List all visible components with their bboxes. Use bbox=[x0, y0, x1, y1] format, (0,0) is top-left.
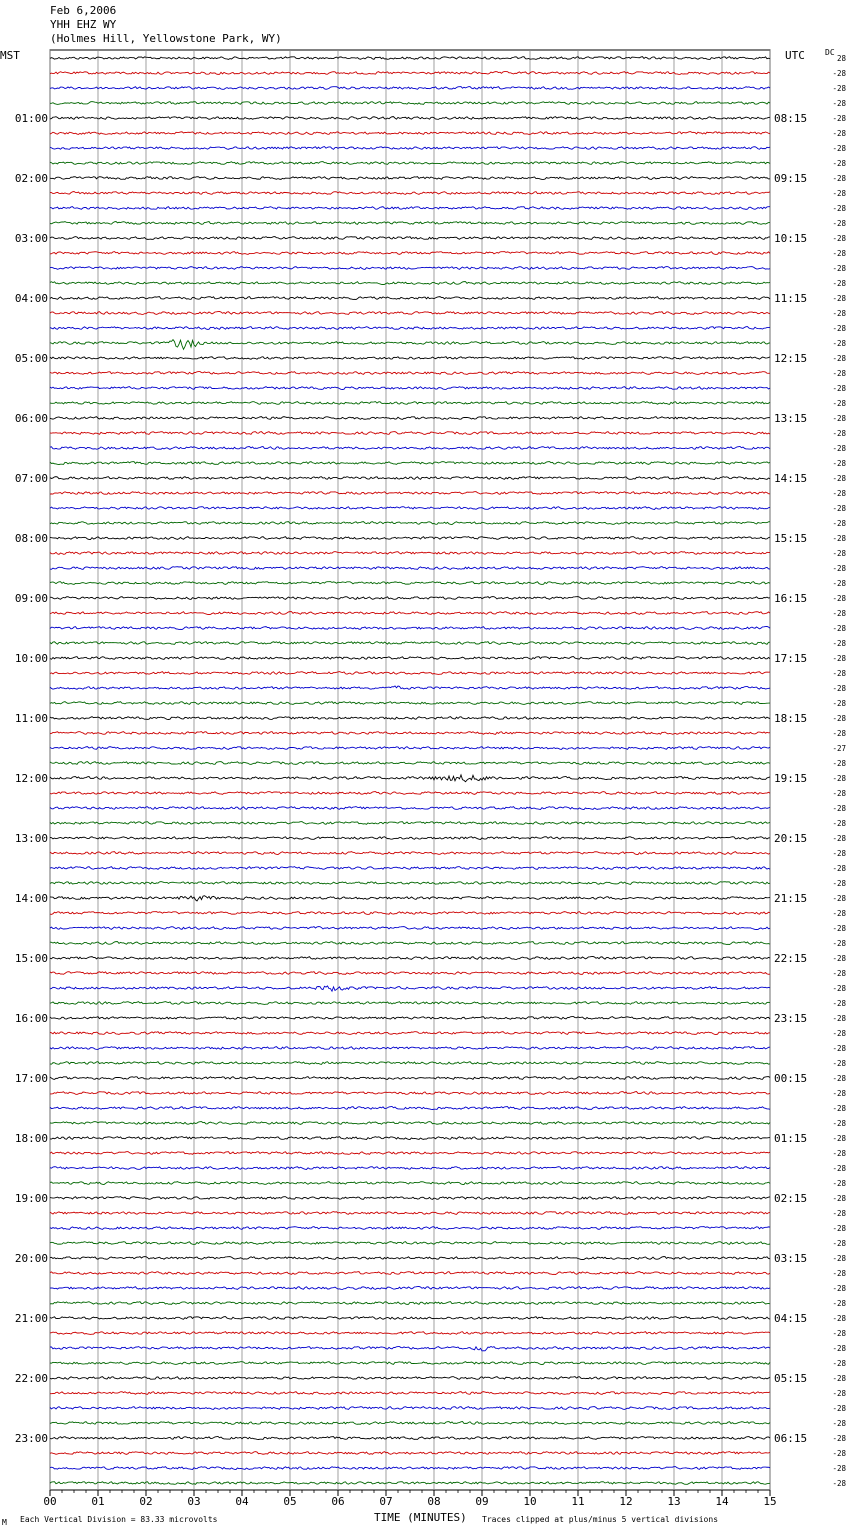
utc-hour-label: 13:15 bbox=[774, 412, 808, 425]
trace-line bbox=[50, 1062, 770, 1065]
dc-offset-label: -28 bbox=[832, 1044, 846, 1053]
dc-offset-label: -28 bbox=[832, 1164, 846, 1173]
dc-offset-label: -28 bbox=[832, 204, 846, 213]
trace-line bbox=[50, 642, 770, 645]
x-tick-label: 04 bbox=[235, 1495, 249, 1508]
trace-line bbox=[50, 762, 770, 765]
trace-line bbox=[50, 102, 770, 105]
trace-line bbox=[50, 1422, 770, 1425]
utc-hour-label: 10:15 bbox=[774, 232, 808, 245]
trace-line bbox=[50, 582, 770, 585]
dc-offset-label: -28 bbox=[832, 564, 846, 573]
dc-offset-label: -28 bbox=[832, 1434, 846, 1443]
utc-hour-label: 14:15 bbox=[774, 472, 808, 485]
dc-offset-label: -28 bbox=[832, 1449, 846, 1458]
trace-line bbox=[50, 1257, 770, 1260]
utc-hour-label: 11:15 bbox=[774, 292, 808, 305]
trace-line bbox=[50, 686, 770, 689]
trace-line bbox=[50, 852, 770, 855]
trace-line bbox=[50, 477, 770, 480]
x-tick-label: 02 bbox=[139, 1495, 153, 1508]
trace-line bbox=[50, 1272, 770, 1275]
dc-offset-label: -28 bbox=[832, 924, 846, 933]
plot-frame bbox=[50, 50, 770, 1490]
dc-offset-label: -28 bbox=[832, 1194, 846, 1203]
trace-line bbox=[50, 732, 770, 735]
dc-offset-label: -28 bbox=[832, 1089, 846, 1098]
dc-offset-label: -28 bbox=[832, 489, 846, 498]
trace-line bbox=[50, 702, 770, 705]
x-tick-label: 12 bbox=[619, 1495, 633, 1508]
dc-offset-label: -28 bbox=[832, 1389, 846, 1398]
trace-line bbox=[50, 252, 770, 255]
dc-offset-label: -28 bbox=[832, 474, 846, 483]
dc-offset-label: -28 bbox=[832, 1059, 846, 1068]
trace-line bbox=[50, 340, 770, 350]
trace-line bbox=[50, 1377, 770, 1380]
trace-line bbox=[50, 237, 770, 240]
dc-offset-label: -28 bbox=[832, 999, 846, 1008]
utc-hour-label: 04:15 bbox=[774, 1312, 808, 1325]
dc-offset-label: -28 bbox=[832, 879, 846, 888]
clip-note: Traces clipped at plus/minus 5 vertical divisions bbox=[482, 1515, 719, 1524]
mst-hour-label: 14:00 bbox=[14, 892, 48, 905]
trace-line bbox=[50, 717, 770, 720]
trace-line bbox=[50, 87, 770, 90]
dc-offset-label: -28 bbox=[832, 324, 846, 333]
utc-hour-label: 17:15 bbox=[774, 652, 808, 665]
trace-line bbox=[50, 775, 770, 782]
division-note: Each Vertical Division = 83.33 microvolts bbox=[20, 1515, 218, 1524]
dc-offset-label: -28 bbox=[832, 984, 846, 993]
seismic-traces bbox=[50, 57, 770, 1485]
dc-offset-label: -28 bbox=[832, 1254, 846, 1263]
dc-offset-label: -28 bbox=[832, 1104, 846, 1113]
trace-line bbox=[50, 177, 770, 180]
dc-offset-label: -28 bbox=[832, 399, 846, 408]
trace-line bbox=[50, 1317, 770, 1320]
dc-offset-label: -28 bbox=[832, 909, 846, 918]
dc-offset-label: -28 bbox=[832, 354, 846, 363]
trace-line bbox=[50, 132, 770, 135]
trace-line bbox=[50, 927, 770, 930]
mst-hour-label: 16:00 bbox=[14, 1012, 48, 1025]
dc-offset-label: -28 bbox=[832, 1374, 846, 1383]
x-tick-label: 01 bbox=[91, 1495, 105, 1508]
dc-offset-label: -28 bbox=[832, 669, 846, 678]
mst-hour-label: 17:00 bbox=[14, 1072, 48, 1085]
dc-offset-label: -28 bbox=[832, 1029, 846, 1038]
trace-line bbox=[50, 1077, 770, 1080]
utc-hour-label: 01:15 bbox=[774, 1132, 808, 1145]
dc-offset-label: -28 bbox=[832, 384, 846, 393]
dc-offset-label: -28 bbox=[832, 309, 846, 318]
trace-line bbox=[50, 942, 770, 945]
dc-offset-label: -28 bbox=[832, 459, 846, 468]
trace-line bbox=[50, 327, 770, 330]
trace-line bbox=[50, 57, 770, 60]
dc-offset-label: -28 bbox=[832, 129, 846, 138]
trace-line bbox=[50, 267, 770, 270]
mst-hour-label: 11:00 bbox=[14, 712, 48, 725]
trace-line bbox=[50, 747, 770, 750]
x-tick-label: 09 bbox=[475, 1495, 489, 1508]
trace-line bbox=[50, 1122, 770, 1125]
dc-offset-label: -28 bbox=[832, 804, 846, 813]
mst-hour-label: 01:00 bbox=[14, 112, 48, 125]
dc-offset-label: -28 bbox=[832, 144, 846, 153]
dc-offset-label: -28 bbox=[832, 864, 846, 873]
trace-line bbox=[50, 807, 770, 810]
trace-line bbox=[50, 417, 770, 420]
mst-hour-label: 09:00 bbox=[14, 592, 48, 605]
utc-hour-label: 06:15 bbox=[774, 1432, 808, 1445]
trace-line bbox=[50, 1152, 770, 1155]
dc-offset-label: -28 bbox=[832, 1119, 846, 1128]
trace-line bbox=[50, 1047, 770, 1050]
trace-line bbox=[50, 1242, 770, 1245]
trace-line bbox=[50, 986, 770, 991]
utc-hour-label: 23:15 bbox=[774, 1012, 808, 1025]
trace-line bbox=[50, 896, 770, 901]
trace-line bbox=[50, 626, 770, 629]
trace-line bbox=[50, 72, 770, 75]
mst-hour-label: 15:00 bbox=[14, 952, 48, 965]
trace-line bbox=[50, 612, 770, 615]
mst-hour-label: 20:00 bbox=[14, 1252, 48, 1265]
dc-offset-label: -28 bbox=[832, 414, 846, 423]
trace-line bbox=[50, 446, 770, 449]
dc-offset-label: -28 bbox=[832, 1269, 846, 1278]
trace-line bbox=[50, 1212, 770, 1215]
trace-line bbox=[50, 657, 770, 660]
trace-line bbox=[50, 567, 770, 570]
mst-hour-label: 02:00 bbox=[14, 172, 48, 185]
trace-line bbox=[50, 1182, 770, 1185]
mst-hour-label: 21:00 bbox=[14, 1312, 48, 1325]
dc-offset-label: -28 bbox=[832, 774, 846, 783]
dc-offset-label: -28 bbox=[832, 1074, 846, 1083]
trace-line bbox=[50, 372, 770, 375]
dc-offset-label: -28 bbox=[832, 1299, 846, 1308]
dc-offset-label: -28 bbox=[832, 234, 846, 243]
utc-hour-label: 09:15 bbox=[774, 172, 808, 185]
trace-line bbox=[50, 837, 770, 840]
utc-hour-label: 12:15 bbox=[774, 352, 808, 365]
dc-offset-label: -28 bbox=[832, 1404, 846, 1413]
dc-offset-label: -28 bbox=[832, 249, 846, 258]
trace-line bbox=[50, 956, 770, 959]
dc-offset-label: -28 bbox=[832, 159, 846, 168]
trace-line bbox=[50, 492, 770, 495]
dc-offset-label: -28 bbox=[832, 789, 846, 798]
trace-line bbox=[50, 402, 770, 405]
x-tick-label: 10 bbox=[523, 1495, 537, 1508]
trace-line bbox=[50, 357, 770, 360]
mst-hour-label: 13:00 bbox=[14, 832, 48, 845]
dc-offset-label: -28 bbox=[832, 444, 846, 453]
trace-line bbox=[50, 1392, 770, 1395]
dc-offset-label: 28 bbox=[836, 54, 846, 63]
trace-line bbox=[50, 117, 770, 120]
trace-line bbox=[50, 1436, 770, 1439]
utc-hour-label: 18:15 bbox=[774, 712, 808, 725]
trace-line bbox=[50, 1482, 770, 1485]
utc-hour-label: 08:15 bbox=[774, 112, 808, 125]
dc-offset-label: -28 bbox=[832, 429, 846, 438]
dc-offset-label: -28 bbox=[832, 819, 846, 828]
trace-line bbox=[50, 522, 770, 525]
corner-mark: M bbox=[2, 1518, 7, 1527]
dc-offset-label: -28 bbox=[832, 174, 846, 183]
trace-line bbox=[50, 1452, 770, 1455]
dc-offset-label: -28 bbox=[832, 594, 846, 603]
utc-hour-label: 16:15 bbox=[774, 592, 808, 605]
trace-line bbox=[50, 162, 770, 165]
dc-offset-label: -28 bbox=[832, 519, 846, 528]
trace-line bbox=[50, 672, 770, 675]
dc-offset-label: -28 bbox=[832, 699, 846, 708]
dc-offset-label: -28 bbox=[832, 639, 846, 648]
mst-hour-label: 12:00 bbox=[14, 772, 48, 785]
dc-offset-label: -28 bbox=[832, 1344, 846, 1353]
trace-line bbox=[50, 147, 770, 150]
trace-line bbox=[50, 822, 770, 825]
mst-label: MST bbox=[0, 49, 20, 62]
dc-offset-label: -28 bbox=[832, 1464, 846, 1473]
utc-hour-label: 22:15 bbox=[774, 952, 808, 965]
trace-line bbox=[50, 311, 770, 314]
trace-line bbox=[50, 192, 770, 195]
dc-offset-label: -28 bbox=[832, 504, 846, 513]
x-tick-label: 07 bbox=[379, 1495, 393, 1508]
dc-label: DC bbox=[825, 48, 835, 57]
mst-hour-label: 08:00 bbox=[14, 532, 48, 545]
trace-line bbox=[50, 297, 770, 300]
trace-line bbox=[50, 972, 770, 975]
header-station: YHH EHZ WY bbox=[50, 18, 117, 31]
dc-offset-label: -28 bbox=[832, 99, 846, 108]
dc-offset-label: -28 bbox=[832, 954, 846, 963]
dc-offset-label: -28 bbox=[832, 1479, 846, 1488]
trace-line bbox=[50, 1106, 770, 1109]
x-tick-label: 14 bbox=[715, 1495, 729, 1508]
utc-label: UTC bbox=[785, 49, 805, 62]
x-tick-label: 00 bbox=[43, 1495, 57, 1508]
trace-line bbox=[50, 1467, 770, 1470]
dc-offset-label: -28 bbox=[832, 1209, 846, 1218]
mst-hour-label: 05:00 bbox=[14, 352, 48, 365]
dc-offset-label: -28 bbox=[832, 219, 846, 228]
mst-hour-label: 22:00 bbox=[14, 1372, 48, 1385]
dc-offset-label: -28 bbox=[832, 969, 846, 978]
trace-line bbox=[50, 882, 770, 885]
dc-offset-label: -28 bbox=[832, 189, 846, 198]
dc-offset-label: -28 bbox=[832, 1224, 846, 1233]
mst-hour-label: 04:00 bbox=[14, 292, 48, 305]
dc-offset-label: -28 bbox=[832, 834, 846, 843]
x-axis-title: TIME (MINUTES) bbox=[374, 1511, 467, 1524]
dc-offset-label: -28 bbox=[832, 1359, 846, 1368]
mst-hour-label: 23:00 bbox=[14, 1432, 48, 1445]
trace-line bbox=[50, 792, 770, 795]
dc-offset-label: -28 bbox=[832, 549, 846, 558]
dc-offset-label: -28 bbox=[832, 729, 846, 738]
dc-offset-label: -28 bbox=[832, 534, 846, 543]
trace-line bbox=[50, 1017, 770, 1020]
header-location: (Holmes Hill, Yellowstone Park, WY) bbox=[50, 32, 282, 45]
dc-offset-label: -28 bbox=[832, 1329, 846, 1338]
mst-hour-label: 10:00 bbox=[14, 652, 48, 665]
dc-offset-label: -28 bbox=[832, 624, 846, 633]
dc-offset-label: -28 bbox=[832, 609, 846, 618]
trace-line bbox=[50, 1002, 770, 1005]
trace-line bbox=[50, 1407, 770, 1410]
mst-hour-label: 06:00 bbox=[14, 412, 48, 425]
x-tick-label: 08 bbox=[427, 1495, 441, 1508]
trace-line bbox=[50, 207, 770, 210]
dc-offset-label: -28 bbox=[832, 1284, 846, 1293]
trace-line bbox=[50, 867, 770, 870]
dc-offset-label: -28 bbox=[832, 1314, 846, 1323]
dc-offset-label: -28 bbox=[832, 849, 846, 858]
trace-line bbox=[50, 1197, 770, 1200]
dc-offset-label: -28 bbox=[832, 264, 846, 273]
dc-offset-label: -28 bbox=[832, 1149, 846, 1158]
dc-offset-label: -28 bbox=[832, 894, 846, 903]
dc-offset-label: -27 bbox=[832, 744, 846, 753]
utc-hour-label: 19:15 bbox=[774, 772, 808, 785]
dc-offset-label: -28 bbox=[832, 759, 846, 768]
dc-offset-label: -28 bbox=[832, 579, 846, 588]
dc-offset-label: -28 bbox=[832, 1419, 846, 1428]
utc-hour-label: 20:15 bbox=[774, 832, 808, 845]
dc-offset-label: -28 bbox=[832, 684, 846, 693]
dc-offset-label: -28 bbox=[832, 939, 846, 948]
trace-line bbox=[50, 597, 770, 600]
trace-line bbox=[50, 1032, 770, 1035]
trace-line bbox=[50, 1332, 770, 1335]
mst-hour-label: 03:00 bbox=[14, 232, 48, 245]
dc-offset-label: -28 bbox=[832, 114, 846, 123]
dc-offset-label: -28 bbox=[832, 84, 846, 93]
trace-line bbox=[50, 432, 770, 435]
dc-offset-label: -28 bbox=[832, 69, 846, 78]
utc-hour-label: 02:15 bbox=[774, 1192, 808, 1205]
trace-line bbox=[50, 1347, 770, 1351]
trace-line bbox=[50, 1302, 770, 1305]
dc-offset-label: -28 bbox=[832, 279, 846, 288]
dc-offset-label: -28 bbox=[832, 294, 846, 303]
trace-line bbox=[50, 507, 770, 510]
x-tick-label: 05 bbox=[283, 1495, 297, 1508]
utc-hour-label: 00:15 bbox=[774, 1072, 808, 1085]
trace-line bbox=[50, 912, 770, 915]
utc-hour-label: 03:15 bbox=[774, 1252, 808, 1265]
dc-offset-label: -28 bbox=[832, 339, 846, 348]
trace-line bbox=[50, 1167, 770, 1170]
trace-line bbox=[50, 222, 770, 225]
x-tick-label: 11 bbox=[571, 1495, 585, 1508]
trace-line bbox=[50, 282, 770, 285]
dc-offset-label: -28 bbox=[832, 369, 846, 378]
dc-offset-label: -28 bbox=[832, 1134, 846, 1143]
x-tick-label: 03 bbox=[187, 1495, 201, 1508]
dc-offset-label: -28 bbox=[832, 1179, 846, 1188]
trace-line bbox=[50, 387, 770, 390]
mst-hour-label: 07:00 bbox=[14, 472, 48, 485]
dc-offset-label: -28 bbox=[832, 1239, 846, 1248]
trace-line bbox=[50, 552, 770, 555]
utc-hour-label: 15:15 bbox=[774, 532, 808, 545]
utc-hour-label: 05:15 bbox=[774, 1372, 808, 1385]
x-tick-label: 06 bbox=[331, 1495, 345, 1508]
trace-line bbox=[50, 1227, 770, 1230]
mst-hour-label: 19:00 bbox=[14, 1192, 48, 1205]
trace-line bbox=[50, 462, 770, 465]
x-tick-label: 13 bbox=[667, 1495, 681, 1508]
x-tick-label: 15 bbox=[763, 1495, 777, 1508]
trace-line bbox=[50, 1362, 770, 1365]
trace-line bbox=[50, 1092, 770, 1095]
utc-hour-label: 21:15 bbox=[774, 892, 808, 905]
trace-line bbox=[50, 1137, 770, 1140]
trace-line bbox=[50, 537, 770, 540]
dc-offset-label: -28 bbox=[832, 1014, 846, 1023]
dc-offset-label: -28 bbox=[832, 714, 846, 723]
header-date: Feb 6,2006 bbox=[50, 4, 117, 17]
dc-offset-label: -28 bbox=[832, 654, 846, 663]
mst-hour-label: 18:00 bbox=[14, 1132, 48, 1145]
trace-line bbox=[50, 1286, 770, 1289]
